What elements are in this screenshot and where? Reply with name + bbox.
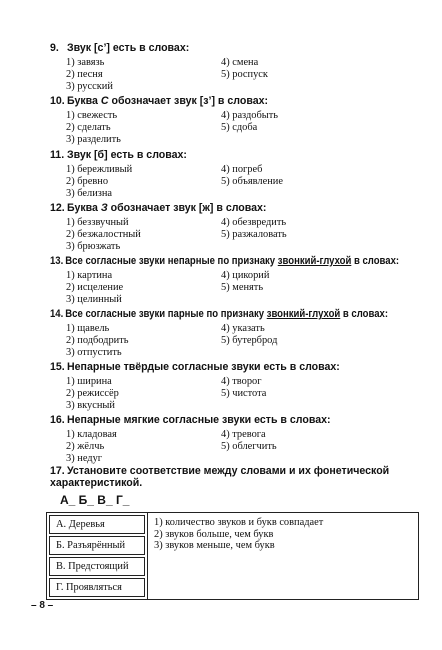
option-1[interactable]: 1) завязь [66,57,105,68]
option-3[interactable]: 3) отпустить [66,347,122,358]
characteristic-2: 2) звуков больше, чем букв [154,528,274,540]
option-5[interactable]: 5) бутерброд [221,335,278,346]
option-2[interactable]: 2) подбодрить [66,335,129,346]
option-3[interactable]: 3) недуг [66,453,103,464]
option-4[interactable]: 4) указать [221,323,265,334]
option-1[interactable]: 1) щавель [66,323,110,334]
option-4[interactable]: 4) обезвредить [221,217,287,228]
question-14 [50,308,400,359]
characteristics-column [148,513,419,600]
option-3[interactable]: 3) брюзжать [66,241,121,252]
option-2[interactable]: 2) безжалостный [66,229,141,240]
option-4[interactable]: 4) смена [221,57,259,68]
option-1[interactable]: 1) беззвучный [66,217,129,228]
option-5[interactable]: 5) сдоба [221,122,258,133]
question-title: 17. Установите соответствие между словами и их фонетической характеристикой. [50,465,390,489]
question-title: 16. Непарные мягкие согласные звуки есть в словах: [50,414,331,426]
option-3[interactable]: 3) целинный [66,294,122,305]
option-2[interactable]: 2) бревно [66,176,109,187]
options [50,164,400,200]
page-number: – 8 – [31,600,54,611]
option-3[interactable]: 3) вкусный [66,400,115,411]
option-5[interactable]: 5) роспуск [221,69,268,80]
question-11 [50,149,400,200]
question-10 [50,95,400,146]
option-4[interactable]: 4) творог [221,376,262,387]
option-5[interactable]: 5) облегчить [221,441,277,452]
options [50,217,400,253]
option-3[interactable]: 3) белизна [66,188,113,199]
question-16 [50,414,400,465]
option-4[interactable]: 4) раздобыть [221,110,279,121]
word-v: В. Предстоящий [49,557,145,576]
options [50,429,400,465]
words-column [47,513,148,600]
question-title: 10. Буква С обозначает звук [з’] в словах: [50,95,269,107]
characteristic-3: 3) звуков меньше, чем букв [154,540,275,551]
question-9 [50,42,400,93]
word-a: А. Деревья [49,515,145,534]
question-12 [50,202,400,253]
options [50,270,400,306]
question-title: 14. Все согласные звуки парные по признаку звонкий-глухой в словах: [50,308,389,320]
option-2[interactable]: 2) исцеление [66,282,124,293]
option-1[interactable]: 1) ширина [66,376,112,387]
question-title: 12. Буква З обозначает звук [ж] в словах: [50,202,267,214]
option-5[interactable]: 5) чистота [221,388,267,399]
option-5[interactable]: 5) объявление [221,176,283,187]
word-b: Б. Разъярённый [49,536,145,555]
word-g: Г. Проявляться [49,578,145,597]
option-2[interactable]: 2) режиссёр [66,388,119,399]
question-title: 11. Звук [б] есть в словах: [50,149,187,161]
options [50,323,400,359]
option-2[interactable]: 2) жёлчь [66,441,105,452]
option-1[interactable]: 1) кладовая [66,429,117,440]
option-5[interactable]: 5) разжаловать [221,229,287,240]
options [50,376,400,412]
options [50,110,400,146]
option-4[interactable]: 4) тревога [221,429,266,440]
question-title: 13. Все согласные звуки непарные по признаку звонкий-глухой в словах: [50,255,400,267]
option-1[interactable]: 1) бережливый [66,164,133,175]
option-3[interactable]: 3) русский [66,81,113,92]
options [50,57,400,93]
option-2[interactable]: 2) песня [66,69,103,80]
question-13 [50,255,400,306]
option-3[interactable]: 3) разделить [66,134,121,145]
question-15 [50,361,400,412]
option-1[interactable]: 1) картина [66,270,113,281]
answer-template[interactable]: А_ Б_ В_ Г_ [60,493,130,507]
characteristic-1: 1) количество звуков и букв совпадает [154,517,324,528]
question-17 [50,465,400,489]
option-2[interactable]: 2) сделать [66,122,111,133]
option-1[interactable]: 1) свежесть [66,110,118,121]
question-title: 15. Непарные твёрдые согласные звуки есть в словах: [50,361,340,373]
option-4[interactable]: 4) цикорий [221,270,270,281]
option-4[interactable]: 4) погреб [221,164,263,175]
option-5[interactable]: 5) менять [221,282,264,293]
matching-table [46,512,419,600]
question-title: 9. Звук [с’] есть в словах: [50,42,190,54]
